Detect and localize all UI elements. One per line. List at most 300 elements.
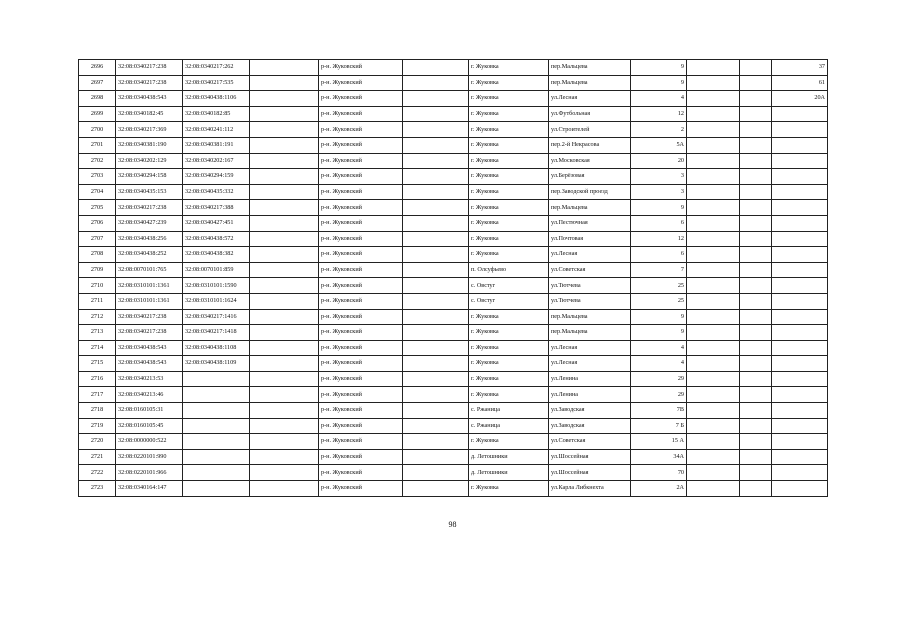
house-cell: 6 xyxy=(631,247,687,263)
district-cell: р-н. Жуковский xyxy=(319,325,403,341)
cadastral-number: 32:08:0220101:990 xyxy=(116,449,183,465)
house-cell: 29 xyxy=(631,371,687,387)
apartment-cell xyxy=(772,434,828,450)
street-cell: пер.Заводской проезд xyxy=(549,184,631,200)
locality-cell: г. Жуковка xyxy=(469,356,549,372)
empty-cell xyxy=(403,122,469,138)
row-number: 2707 xyxy=(79,231,116,247)
cadastral-number: 32:08:0340438:256 xyxy=(116,231,183,247)
cadastral-number: 32:08:0340381:190 xyxy=(116,137,183,153)
empty-cell xyxy=(250,387,319,403)
empty-cell xyxy=(250,247,319,263)
locality-cell: г. Жуковка xyxy=(469,184,549,200)
cadastral-number: 32:08:0000000:522 xyxy=(116,434,183,450)
empty-cell xyxy=(687,231,740,247)
apartment-cell xyxy=(772,184,828,200)
empty-cell xyxy=(403,387,469,403)
empty-cell xyxy=(740,371,772,387)
empty-cell xyxy=(250,449,319,465)
empty-cell xyxy=(250,215,319,231)
row-number: 2713 xyxy=(79,325,116,341)
empty-cell xyxy=(740,137,772,153)
apartment-cell xyxy=(772,449,828,465)
cadastral-number: 32:08:0160105:31 xyxy=(116,403,183,419)
table-row xyxy=(79,325,828,341)
district-cell: р-н. Жуковский xyxy=(319,371,403,387)
cadastral-number: 32:08:0340438:543 xyxy=(116,356,183,372)
row-number: 2719 xyxy=(79,418,116,434)
locality-cell: г. Жуковка xyxy=(469,169,549,185)
empty-cell xyxy=(740,215,772,231)
locality-cell: г. Жуковка xyxy=(469,215,549,231)
empty-cell xyxy=(687,262,740,278)
apartment-cell xyxy=(772,325,828,341)
house-cell: 3 xyxy=(631,169,687,185)
apartment-cell xyxy=(772,403,828,419)
empty-cell xyxy=(687,184,740,200)
apartment-cell xyxy=(772,137,828,153)
street-cell: пер.Мальцева xyxy=(549,325,631,341)
empty-cell xyxy=(740,340,772,356)
empty-cell xyxy=(403,278,469,294)
house-cell: 5А xyxy=(631,137,687,153)
empty-cell xyxy=(740,434,772,450)
empty-cell xyxy=(687,449,740,465)
district-cell: р-н. Жуковский xyxy=(319,184,403,200)
cadastral-number: 32:08:0340294:158 xyxy=(116,169,183,185)
empty-cell xyxy=(403,169,469,185)
object-cadastral-number: 32:08:0340438:382 xyxy=(183,247,250,263)
empty-cell xyxy=(687,75,740,91)
house-cell: 9 xyxy=(631,309,687,325)
empty-cell xyxy=(250,403,319,419)
street-cell: ул.Футбольная xyxy=(549,106,631,122)
apartment-cell xyxy=(772,371,828,387)
house-cell: 7 Б xyxy=(631,418,687,434)
house-cell: 29 xyxy=(631,387,687,403)
empty-cell xyxy=(740,481,772,497)
apartment-cell xyxy=(772,215,828,231)
street-cell: ул.Почтовая xyxy=(549,231,631,247)
apartment-cell xyxy=(772,356,828,372)
house-cell: 34А xyxy=(631,449,687,465)
empty-cell xyxy=(687,278,740,294)
apartment-cell xyxy=(772,309,828,325)
apartment-cell xyxy=(772,200,828,216)
row-number: 2708 xyxy=(79,247,116,263)
district-cell: р-н. Жуковский xyxy=(319,91,403,107)
apartment-cell xyxy=(772,418,828,434)
district-cell: р-н. Жуковский xyxy=(319,75,403,91)
empty-cell xyxy=(740,278,772,294)
row-number: 2702 xyxy=(79,153,116,169)
empty-cell xyxy=(403,465,469,481)
empty-cell xyxy=(687,91,740,107)
empty-cell xyxy=(687,200,740,216)
locality-cell: г. Жуковка xyxy=(469,137,549,153)
cadastral-number: 32:08:0340217:238 xyxy=(116,75,183,91)
empty-cell xyxy=(250,481,319,497)
empty-cell xyxy=(740,262,772,278)
locality-cell: г. Жуковка xyxy=(469,231,549,247)
empty-cell xyxy=(687,403,740,419)
empty-cell xyxy=(250,434,319,450)
street-cell: ул.Строителей xyxy=(549,122,631,138)
district-cell: р-н. Жуковский xyxy=(319,153,403,169)
street-cell: ул.Шоссейная xyxy=(549,449,631,465)
empty-cell xyxy=(403,293,469,309)
empty-cell xyxy=(250,340,319,356)
object-cadastral-number xyxy=(183,371,250,387)
empty-cell xyxy=(740,418,772,434)
district-cell: р-н. Жуковский xyxy=(319,137,403,153)
locality-cell: п. Олсуфьево xyxy=(469,262,549,278)
district-cell: р-н. Жуковский xyxy=(319,262,403,278)
cadastral-number: 32:08:0340427:239 xyxy=(116,215,183,231)
row-number: 2715 xyxy=(79,356,116,372)
empty-cell xyxy=(403,340,469,356)
district-cell: р-н. Жуковский xyxy=(319,309,403,325)
table-row xyxy=(79,293,828,309)
row-number: 2718 xyxy=(79,403,116,419)
house-cell: 9 xyxy=(631,325,687,341)
empty-cell xyxy=(740,247,772,263)
house-cell: 25 xyxy=(631,278,687,294)
street-cell: ул.Заводская xyxy=(549,418,631,434)
table-row xyxy=(79,75,828,91)
object-cadastral-number xyxy=(183,434,250,450)
empty-cell xyxy=(250,200,319,216)
row-number: 2721 xyxy=(79,449,116,465)
house-cell: 20 xyxy=(631,153,687,169)
object-cadastral-number: 32:08:0310101:1624 xyxy=(183,293,250,309)
locality-cell: г. Жуковка xyxy=(469,60,549,76)
locality-cell: г. Жуковка xyxy=(469,434,549,450)
district-cell: р-н. Жуковский xyxy=(319,231,403,247)
table-row xyxy=(79,309,828,325)
empty-cell xyxy=(740,387,772,403)
house-cell: 4 xyxy=(631,356,687,372)
street-cell: пер.Мальцева xyxy=(549,200,631,216)
empty-cell xyxy=(740,325,772,341)
empty-cell xyxy=(250,262,319,278)
empty-cell xyxy=(403,309,469,325)
empty-cell xyxy=(740,122,772,138)
table-row xyxy=(79,340,828,356)
house-cell: 70 xyxy=(631,465,687,481)
empty-cell xyxy=(687,293,740,309)
empty-cell xyxy=(250,356,319,372)
empty-cell xyxy=(403,231,469,247)
empty-cell xyxy=(403,60,469,76)
table-row xyxy=(79,247,828,263)
apartment-cell: 61 xyxy=(772,75,828,91)
apartment-cell xyxy=(772,293,828,309)
street-cell: ул.Советская xyxy=(549,262,631,278)
row-number: 2705 xyxy=(79,200,116,216)
empty-cell xyxy=(250,309,319,325)
apartment-cell: 37 xyxy=(772,60,828,76)
street-cell: ул.Карла Либкнехта xyxy=(549,481,631,497)
cadastral-number: 32:08:0340217:238 xyxy=(116,309,183,325)
locality-cell: г. Жуковка xyxy=(469,309,549,325)
street-cell: ул.Лесная xyxy=(549,247,631,263)
row-number: 2698 xyxy=(79,91,116,107)
district-cell: р-н. Жуковский xyxy=(319,434,403,450)
street-cell: ул.Московская xyxy=(549,153,631,169)
empty-cell xyxy=(403,356,469,372)
district-cell: р-н. Жуковский xyxy=(319,247,403,263)
district-cell: р-н. Жуковский xyxy=(319,215,403,231)
locality-cell: г. Жуковка xyxy=(469,371,549,387)
house-cell: 9 xyxy=(631,75,687,91)
table-row xyxy=(79,481,828,497)
empty-cell xyxy=(740,153,772,169)
empty-cell xyxy=(740,356,772,372)
cadastral-number: 32:08:0340217:238 xyxy=(116,325,183,341)
locality-cell: г. Жуковка xyxy=(469,122,549,138)
district-cell: р-н. Жуковский xyxy=(319,403,403,419)
table-row xyxy=(79,184,828,200)
district-cell: р-н. Жуковский xyxy=(319,449,403,465)
object-cadastral-number xyxy=(183,449,250,465)
locality-cell: г. Жуковка xyxy=(469,340,549,356)
empty-cell xyxy=(687,137,740,153)
object-cadastral-number: 32:08:0340241:112 xyxy=(183,122,250,138)
district-cell: р-н. Жуковский xyxy=(319,340,403,356)
row-number: 2696 xyxy=(79,60,116,76)
cadastral-number: 32:08:0340217:238 xyxy=(116,200,183,216)
empty-cell xyxy=(687,153,740,169)
empty-cell xyxy=(687,387,740,403)
house-cell: 2 xyxy=(631,122,687,138)
empty-cell xyxy=(403,371,469,387)
empty-cell xyxy=(687,215,740,231)
empty-cell xyxy=(740,231,772,247)
house-cell: 4 xyxy=(631,340,687,356)
street-cell: ул.Лесная xyxy=(549,356,631,372)
empty-cell xyxy=(250,137,319,153)
empty-cell xyxy=(403,325,469,341)
empty-cell xyxy=(740,403,772,419)
apartment-cell xyxy=(772,231,828,247)
apartment-cell xyxy=(772,169,828,185)
empty-cell xyxy=(740,91,772,107)
row-number: 2706 xyxy=(79,215,116,231)
apartment-cell xyxy=(772,340,828,356)
empty-cell xyxy=(403,137,469,153)
object-cadastral-number: 32:08:0340435:332 xyxy=(183,184,250,200)
empty-cell xyxy=(740,465,772,481)
district-cell: р-н. Жуковский xyxy=(319,106,403,122)
street-cell: пер.Мальцева xyxy=(549,60,631,76)
table-row xyxy=(79,465,828,481)
street-cell: пер.2-й Некрасова xyxy=(549,137,631,153)
district-cell: р-н. Жуковский xyxy=(319,60,403,76)
empty-cell xyxy=(740,60,772,76)
empty-cell xyxy=(740,200,772,216)
registry-body xyxy=(79,60,828,497)
district-cell: р-н. Жуковский xyxy=(319,387,403,403)
object-cadastral-number: 32:08:0340438:1106 xyxy=(183,91,250,107)
street-cell: ул.Шоссейная xyxy=(549,465,631,481)
street-cell: пер.Мальцева xyxy=(549,75,631,91)
empty-cell xyxy=(250,75,319,91)
empty-cell xyxy=(687,169,740,185)
empty-cell xyxy=(740,106,772,122)
apartment-cell: 20А xyxy=(772,91,828,107)
table-row xyxy=(79,418,828,434)
cadastral-number: 32:08:0340164:147 xyxy=(116,481,183,497)
empty-cell xyxy=(403,481,469,497)
row-number: 2697 xyxy=(79,75,116,91)
row-number: 2723 xyxy=(79,481,116,497)
apartment-cell xyxy=(772,247,828,263)
street-cell: ул.Тютчева xyxy=(549,278,631,294)
house-cell: 4 xyxy=(631,91,687,107)
street-cell: ул.Берёзовая xyxy=(549,169,631,185)
empty-cell xyxy=(250,325,319,341)
locality-cell: г. Жуковка xyxy=(469,247,549,263)
district-cell: р-н. Жуковский xyxy=(319,481,403,497)
table-row xyxy=(79,356,828,372)
empty-cell xyxy=(403,403,469,419)
object-cadastral-number xyxy=(183,418,250,434)
object-cadastral-number: 32:08:0340438:1108 xyxy=(183,340,250,356)
row-number: 2709 xyxy=(79,262,116,278)
locality-cell: д. Летошники xyxy=(469,449,549,465)
table-row xyxy=(79,153,828,169)
object-cadastral-number: 32:08:0340202:167 xyxy=(183,153,250,169)
apartment-cell xyxy=(772,465,828,481)
object-cadastral-number xyxy=(183,387,250,403)
empty-cell xyxy=(403,418,469,434)
cadastral-number: 32:08:0310101:1361 xyxy=(116,293,183,309)
locality-cell: г. Жуковка xyxy=(469,106,549,122)
table-row xyxy=(79,449,828,465)
empty-cell xyxy=(403,75,469,91)
table-row xyxy=(79,278,828,294)
empty-cell xyxy=(403,153,469,169)
district-cell: р-н. Жуковский xyxy=(319,122,403,138)
apartment-cell xyxy=(772,153,828,169)
street-cell: пер.Мальцева xyxy=(549,309,631,325)
empty-cell xyxy=(403,200,469,216)
apartment-cell xyxy=(772,387,828,403)
cadastral-number: 32:08:0160105:45 xyxy=(116,418,183,434)
table-row xyxy=(79,60,828,76)
cadastral-number: 32:08:0310101:1361 xyxy=(116,278,183,294)
cadastral-number: 32:08:0340182:45 xyxy=(116,106,183,122)
house-cell: 3 xyxy=(631,184,687,200)
row-number: 2704 xyxy=(79,184,116,200)
row-number: 2701 xyxy=(79,137,116,153)
apartment-cell xyxy=(772,278,828,294)
cadastral-number: 32:08:0340438:543 xyxy=(116,340,183,356)
object-cadastral-number: 32:08:0340217:1416 xyxy=(183,309,250,325)
street-cell: ул.Советская xyxy=(549,434,631,450)
district-cell: р-н. Жуковский xyxy=(319,200,403,216)
empty-cell xyxy=(687,481,740,497)
object-cadastral-number xyxy=(183,481,250,497)
registry-table xyxy=(78,59,828,497)
house-cell: 25 xyxy=(631,293,687,309)
cadastral-number: 32:08:0340217:238 xyxy=(116,60,183,76)
cadastral-number: 32:08:0070101:765 xyxy=(116,262,183,278)
row-number: 2714 xyxy=(79,340,116,356)
empty-cell xyxy=(250,418,319,434)
house-cell: 2А xyxy=(631,481,687,497)
row-number: 2717 xyxy=(79,387,116,403)
row-number: 2700 xyxy=(79,122,116,138)
table-row xyxy=(79,371,828,387)
empty-cell xyxy=(687,325,740,341)
locality-cell: с. Ржаница xyxy=(469,403,549,419)
district-cell: р-н. Жуковский xyxy=(319,418,403,434)
locality-cell: с. Овстуг xyxy=(469,293,549,309)
table-row xyxy=(79,215,828,231)
empty-cell xyxy=(250,122,319,138)
street-cell: ул.Пестючная xyxy=(549,215,631,231)
row-number: 2699 xyxy=(79,106,116,122)
empty-cell xyxy=(740,169,772,185)
house-cell: 15 А xyxy=(631,434,687,450)
empty-cell xyxy=(250,231,319,247)
object-cadastral-number: 32:08:0340294:159 xyxy=(183,169,250,185)
empty-cell xyxy=(740,309,772,325)
table-row xyxy=(79,137,828,153)
page-number: 98 xyxy=(448,520,457,529)
object-cadastral-number: 32:08:0070101:859 xyxy=(183,262,250,278)
street-cell: ул.Ленина xyxy=(549,387,631,403)
street-cell: ул.Тютчева xyxy=(549,293,631,309)
empty-cell xyxy=(250,153,319,169)
locality-cell: г. Жуковка xyxy=(469,91,549,107)
locality-cell: г. Жуковка xyxy=(469,325,549,341)
locality-cell: с. Овстуг xyxy=(469,278,549,294)
cadastral-number: 32:08:0340438:252 xyxy=(116,247,183,263)
street-cell: ул.Лесная xyxy=(549,91,631,107)
cadastral-number: 32:08:0340438:543 xyxy=(116,91,183,107)
object-cadastral-number: 32:08:0340438:1109 xyxy=(183,356,250,372)
table-row xyxy=(79,387,828,403)
empty-cell xyxy=(403,91,469,107)
table-row xyxy=(79,122,828,138)
empty-cell xyxy=(250,91,319,107)
cadastral-number: 32:08:0340213:46 xyxy=(116,387,183,403)
street-cell: ул.Ленина xyxy=(549,371,631,387)
empty-cell xyxy=(687,247,740,263)
empty-cell xyxy=(740,184,772,200)
house-cell: 9 xyxy=(631,200,687,216)
empty-cell xyxy=(403,106,469,122)
house-cell: 7В xyxy=(631,403,687,419)
empty-cell xyxy=(740,75,772,91)
table-row xyxy=(79,434,828,450)
empty-cell xyxy=(403,215,469,231)
cadastral-number: 32:08:0340217:369 xyxy=(116,122,183,138)
street-cell: ул.Лесная xyxy=(549,340,631,356)
row-number: 2710 xyxy=(79,278,116,294)
house-cell: 9 xyxy=(631,60,687,76)
empty-cell xyxy=(687,371,740,387)
empty-cell xyxy=(687,434,740,450)
row-number: 2716 xyxy=(79,371,116,387)
district-cell: р-н. Жуковский xyxy=(319,356,403,372)
locality-cell: д. Летошники xyxy=(469,465,549,481)
apartment-cell xyxy=(772,122,828,138)
district-cell: р-н. Жуковский xyxy=(319,169,403,185)
